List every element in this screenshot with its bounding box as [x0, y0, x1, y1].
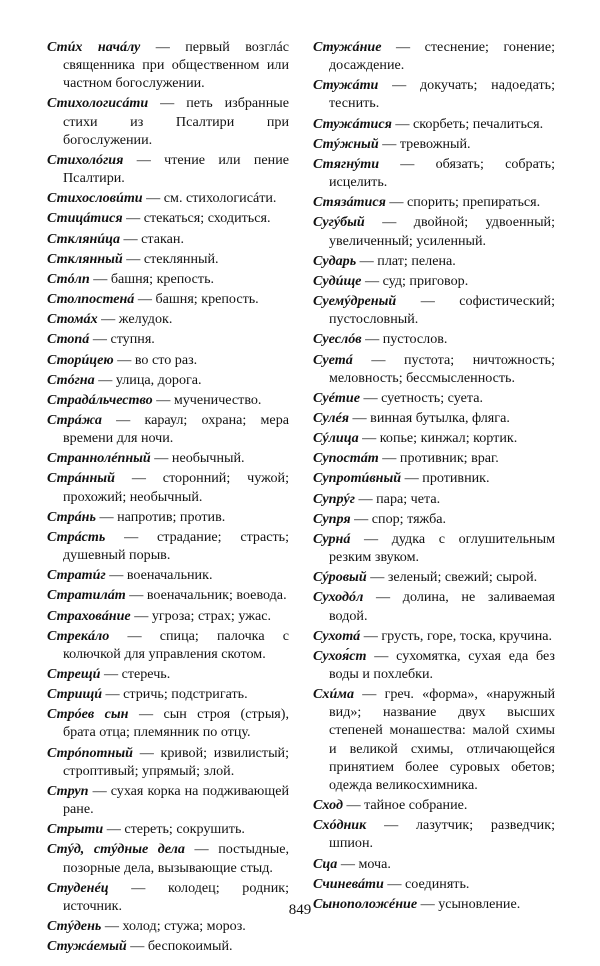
entry-definition: — улица, дорога. [94, 371, 202, 388]
entry-definition: — пара; чета. [355, 490, 441, 507]
entry-definition: — обязать; собрать; исцелить. [329, 155, 555, 191]
entry-term: Стýжный [313, 135, 379, 152]
dictionary-entry [313, 193, 555, 211]
dictionary-entry [47, 820, 289, 838]
dictionary-entry [313, 135, 555, 153]
entry-term: Столпостенá [47, 291, 135, 308]
dictionary-entry [47, 189, 289, 207]
dictionary-entry [47, 917, 289, 935]
dictionary-entry [313, 429, 555, 447]
dictionary-entry [313, 389, 555, 407]
entry-term: Стрáжа [47, 411, 102, 428]
entry-definition: — винная бутылка, фляга. [349, 409, 510, 426]
entry-definition: — противник. [401, 470, 490, 487]
entry-definition: — башня; крепость. [89, 270, 215, 287]
entry-definition: — плат; пелена. [356, 252, 456, 269]
dictionary-entry [313, 568, 555, 586]
entry-term: Стрекáло [47, 627, 110, 644]
entry-term: Стратúг [47, 567, 106, 584]
entry-definition: — кривой; извилистый; строптивый; упрямый; злой. [63, 744, 289, 779]
entry-term: Стихологисáти [47, 95, 149, 112]
entry-definition: — суд; приговор. [361, 272, 469, 289]
dictionary-entry [313, 213, 555, 249]
dictionary-entry [313, 38, 555, 74]
dictionary-entry [47, 94, 289, 148]
dictionary-entry [47, 391, 289, 409]
entry-definition: — противник; враг. [378, 450, 499, 467]
entry-term: Счиневáти [313, 875, 384, 892]
entry-term: Стýдень [47, 918, 102, 935]
entry-definition: — необычный. [150, 450, 245, 467]
entry-term: Сторúцею [47, 351, 114, 368]
dictionary-entry [47, 607, 289, 625]
entry-definition: — пустота; ничтожность; меловность; бессмысленность. [329, 351, 555, 386]
entry-definition: — ступня. [89, 331, 155, 348]
entry-term: Сулéя [313, 409, 350, 426]
entry-term: Стрáнный [47, 470, 115, 487]
entry-term: Стицáтися [47, 210, 123, 227]
dictionary-entry [47, 627, 289, 663]
entry-definition: — стереть; сокрушить. [103, 821, 245, 838]
dictionary-entry [313, 796, 555, 814]
left-column [47, 38, 289, 957]
entry-definition: — стакан. [120, 230, 184, 247]
entry-definition: — лазутчик; разведчик; шпион. [329, 817, 555, 852]
dictionary-entry [47, 937, 289, 955]
entry-definition: — суетность; суета. [359, 389, 483, 406]
entry-term: Супря [313, 510, 351, 527]
entry-definition: — караул; охрана; мера времени для ночи. [63, 411, 289, 447]
dictionary-entry [313, 685, 555, 794]
dictionary-entry [313, 330, 555, 348]
entry-term: Стрещú [47, 666, 101, 682]
dictionary-entry [47, 151, 289, 187]
entry-definition: — военачальник; воевода. [125, 587, 287, 604]
entry-term: Стихословúти [47, 190, 143, 207]
entry-term: Супротúвный [313, 470, 402, 487]
entry-definition: — пустослов. [361, 331, 448, 348]
entry-definition: — желудок. [97, 311, 173, 328]
entry-definition: — стричь; подстригать. [102, 686, 248, 703]
entry-definition: — холод; стужа; мороз. [101, 918, 246, 935]
dictionary-entry [313, 490, 555, 508]
entry-term: Струп [47, 782, 89, 799]
entry-definition: — башня; крепость. [134, 291, 259, 308]
entry-definition: — двойной; удвоенный; увеличенный; усиленный. [329, 214, 555, 249]
dictionary-entry [47, 270, 289, 288]
dictionary-entry [47, 290, 289, 308]
entry-term: Стихолóгия [47, 151, 124, 168]
dictionary-entry [47, 744, 289, 780]
entry-term: Супостáт [313, 450, 379, 467]
entry-term: Стúх начáлу [47, 39, 141, 55]
dictionary-entry [313, 816, 555, 852]
dictionary-entry [47, 685, 289, 703]
entry-definition: — стеснение; гонение; досаждение. [329, 39, 555, 74]
entry-term: Стязáтися [313, 194, 386, 211]
entry-term: Сугýбый [313, 214, 365, 231]
entry-definition: — докучать; надоедать; теснить. [329, 77, 555, 112]
dictionary-entry [313, 115, 555, 133]
entry-term: Стужáтися [313, 115, 392, 132]
entry-definition: — спица; палочка с колючкой для управления скотом. [63, 627, 289, 662]
dictionary-entry [47, 566, 289, 584]
entry-definition: — стеклянный. [122, 250, 219, 267]
dictionary-entry [313, 409, 555, 427]
dictionary-entry [47, 705, 289, 741]
entry-term: Сýлица [313, 430, 359, 447]
entry-term: Стýд, стýдные дела [47, 841, 185, 858]
dictionary-entry [47, 351, 289, 369]
dictionary-entry [47, 665, 289, 683]
entry-term: Стрóев сын [47, 706, 129, 723]
entry-definition: — соединять. [383, 875, 470, 892]
entry-term: Сца [313, 855, 338, 872]
entry-definition: — во сто раз. [113, 351, 198, 368]
entry-term: Судúще [313, 272, 362, 289]
entry-definition: — угроза; страх; ужас. [130, 607, 272, 624]
entry-term: Стклянúца [47, 230, 121, 247]
entry-definition: — сторонний; чужой; прохожий; необычный. [63, 470, 289, 505]
dictionary-entry [313, 272, 555, 290]
entry-term: Суемýдреный [313, 293, 397, 310]
dictionary-entry [47, 310, 289, 328]
entry-definition: — сын строя (стрыя), брата отца; племянник по отцу. [63, 706, 289, 741]
entry-term: Суходóл [313, 589, 364, 606]
entry-term: Супрýг [313, 490, 355, 507]
dictionary-entry [47, 449, 289, 467]
entry-term: Схóдник [313, 817, 367, 834]
entry-term: Стратилáт [47, 587, 126, 604]
entry-term: Стрáнь [47, 508, 96, 525]
entry-term: Стомáх [47, 311, 98, 328]
entry-definition: — колодец; родник; источник. [63, 879, 289, 914]
entry-term: Стужáние [313, 39, 382, 55]
entry-definition: — тайное собрание. [342, 797, 468, 814]
entry-definition: — стеречь. [100, 666, 171, 682]
entry-term: Сыноположéние [313, 895, 418, 912]
entry-definition: — беспокоимый. [126, 938, 233, 955]
entry-term: Студенéц [47, 879, 109, 896]
entry-definition: — постыдные, позорные дела, вызывающие стыд. [63, 841, 289, 876]
entry-term: Страннолéпный [47, 450, 151, 467]
dictionary-entry [47, 508, 289, 526]
entry-definition: — мученичество. [152, 391, 262, 408]
entry-definition: — сухомятка, сухая еда без воды и похлебки. [329, 647, 555, 682]
entry-definition: — сухая корка на подживающей ране. [63, 782, 289, 818]
entry-definition: — дудка с оглушительным резким звуком. [329, 530, 555, 566]
entry-term: Стóгна [47, 371, 95, 388]
dictionary-entry [313, 449, 555, 467]
entry-term: Схúма [313, 686, 354, 703]
entry-term: Страховáние [47, 607, 131, 624]
entry-term: Стягнýти [313, 155, 380, 172]
entry-term: Стрáсть [47, 528, 106, 545]
dictionary-entry [47, 782, 289, 818]
entry-term: Страдáльчество [47, 391, 153, 408]
entry-definition: — первый возглáс священника при общественном или частном богослужении. [63, 39, 289, 92]
entry-definition: — моча. [337, 855, 391, 872]
entry-term: Сурнá [313, 530, 351, 547]
dictionary-entry [313, 351, 555, 387]
entry-term: Стóлп [47, 270, 90, 287]
entry-definition: — грусть, горе, тоска, кручина. [360, 627, 553, 644]
entry-definition: — спорить; препираться. [385, 194, 541, 211]
dictionary-entry [313, 252, 555, 270]
dictionary-entry [313, 530, 555, 566]
entry-term: Стужáти [313, 77, 379, 94]
entry-definition: — усыновление. [417, 895, 521, 912]
entry-term: Сход [313, 797, 343, 814]
entry-definition: — софистический; пустословный. [329, 293, 555, 328]
entry-definition: — см. стихологисáти. [142, 190, 277, 207]
entry-definition: — петь избранные стихи из Псалтири при богослужении. [63, 95, 289, 148]
dictionary-entry [47, 250, 289, 268]
dictionary-entry [47, 840, 289, 876]
entry-definition: — копье; кинжал; кортик. [358, 430, 518, 447]
entry-definition: — тревожный. [378, 135, 471, 152]
entry-term: Стужáемый [47, 938, 127, 955]
entry-definition: — напротив; против. [95, 508, 226, 525]
entry-definition: — греч. «форма», «наружный вид»; название двух высших степеней монашества: малой схимы и великой схимы, отличающейся принятием более суровых обетов; одежда великосхимника. [329, 686, 555, 793]
entry-definition: — чтение или пение Псалтири. [63, 151, 289, 187]
dictionary-entry [313, 510, 555, 528]
dictionary-entry [313, 588, 555, 624]
dictionary-entry [313, 627, 555, 645]
dictionary-entry [47, 330, 289, 348]
entry-term: Стрыти [47, 821, 104, 838]
dictionary-entry [47, 230, 289, 248]
entry-term: Суéтие [313, 389, 360, 406]
right-column [313, 38, 555, 915]
entry-definition: — зеленый; свежий; сырой. [366, 569, 538, 586]
entry-term: Суетá [313, 351, 353, 368]
dictionary-entry [47, 469, 289, 505]
entry-definition: — спор; тяжба. [350, 510, 447, 527]
entry-term: Стклянный [47, 250, 123, 267]
entry-definition: — долина, не заливаемая водой. [329, 589, 555, 624]
entry-term: Сýровый [313, 569, 367, 586]
entry-term: Сухотá [313, 627, 361, 644]
entry-definition: — стекаться; сходиться. [122, 210, 271, 227]
dictionary-entry [47, 38, 289, 92]
entry-term: Стрищú [47, 686, 103, 703]
dictionary-entry [313, 647, 555, 683]
page-number: 849 [288, 902, 312, 918]
dictionary-entry [47, 209, 289, 227]
dictionary-entry [313, 469, 555, 487]
dictionary-entry [313, 855, 555, 873]
entry-term: Сухоя́ст [313, 647, 367, 664]
entry-definition: — военачальник. [105, 567, 213, 584]
entry-definition: — скорбеть; печалиться. [391, 115, 544, 132]
dictionary-entry [313, 875, 555, 893]
dictionary-entry [313, 76, 555, 112]
dictionary-entry [313, 292, 555, 328]
dictionary-entry [47, 411, 289, 447]
dictionary-entry [47, 528, 289, 564]
dictionary-entry [313, 155, 555, 191]
dictionary-entry [47, 586, 289, 604]
entry-term: Стрóпотный [47, 744, 133, 761]
entry-term: Сударь [313, 252, 357, 269]
entry-term: Стопá [47, 331, 90, 348]
entry-term: Суеслóв [313, 331, 362, 348]
entry-definition: — страдание; страсть; душевный порыв. [63, 528, 289, 564]
dictionary-entry [47, 371, 289, 389]
